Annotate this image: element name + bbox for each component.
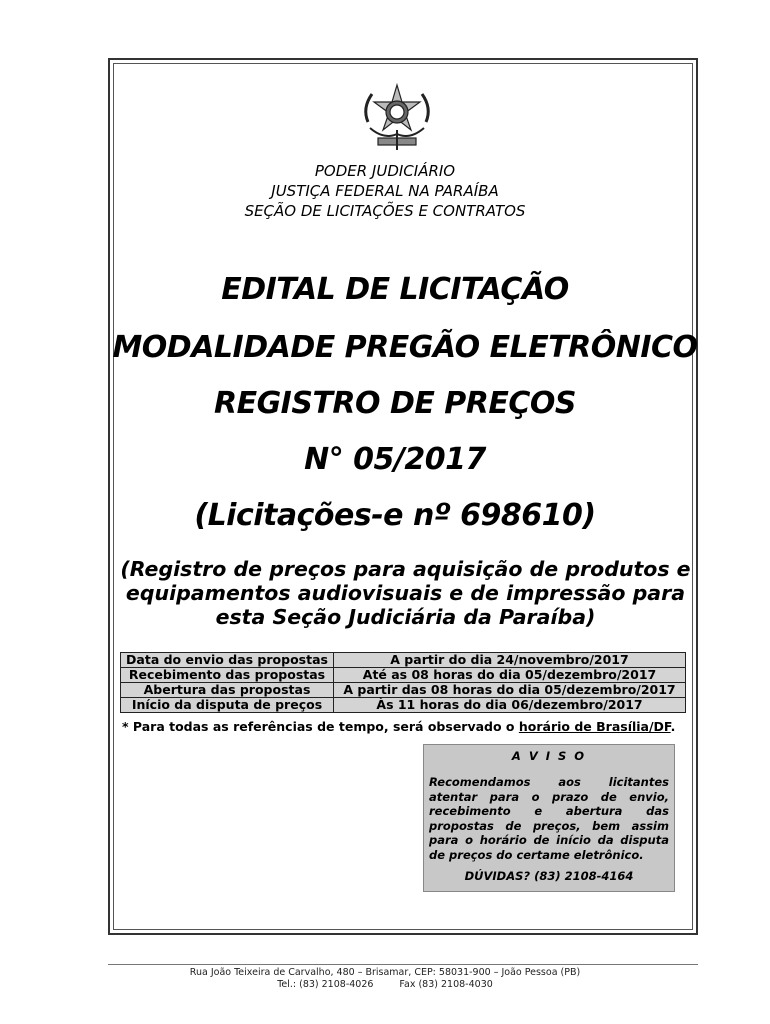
schedule-label: Recebimento das propostas <box>121 668 334 683</box>
schedule-value: Às 11 horas do dia 06/dezembro/2017 <box>334 698 686 713</box>
title-edital: EDITAL DE LICITAÇÃO <box>221 272 569 307</box>
footer-fax: Fax (83) 2108-4030 <box>399 979 493 990</box>
table-row <box>121 683 686 698</box>
note-prefix: * Para todas as referências de tempo, será observado o <box>122 719 519 734</box>
footer-tel: Tel.: (83) 2108-4026 <box>277 979 374 990</box>
schedule-table <box>120 652 686 713</box>
notice-contact: DÚVIDAS? (83) 2108-4164 <box>464 869 634 883</box>
coat-of-arms-icon <box>358 82 436 152</box>
footer-divider <box>108 964 698 965</box>
table-row <box>121 668 686 683</box>
time-reference-note <box>122 719 675 734</box>
schedule-value: A partir do dia 24/novembro/2017 <box>334 653 686 668</box>
schedule-label: Abertura das propostas <box>121 683 334 698</box>
title-modalidade: MODALIDADE PREGÃO ELETRÔNICO <box>112 330 698 365</box>
table-row <box>121 653 686 668</box>
subtitle-line-1: (Registro de preços para aquisição de produtos e <box>120 557 691 581</box>
header-line-1: PODER JUDICIÁRIO <box>314 162 456 180</box>
title-licitacoes: (Licitações-e nº 698610) <box>194 498 596 533</box>
table-row <box>121 698 686 713</box>
schedule-value: Até as 08 horas do dia 05/dezembro/2017 <box>334 668 686 683</box>
title-numero: N° 05/2017 <box>304 442 486 477</box>
note-suffix: . <box>670 719 676 734</box>
header-line-2: JUSTIÇA FEDERAL NA PARAÍBA <box>271 182 499 200</box>
schedule-label: Início da disputa de preços <box>121 698 334 713</box>
notice-box <box>423 744 675 892</box>
title-registro: REGISTRO DE PREÇOS <box>213 386 577 421</box>
notice-title: A V I S O <box>511 749 587 763</box>
footer-phones <box>0 979 770 991</box>
notice-body: Recomendamos aos licitantes atentar para o prazo de envio, recebimento e abertura das propostas de preços, bem assim para o horário de início da disputa de preços do certame eletrônico. <box>429 775 669 862</box>
schedule-value: A partir das 08 horas do dia 05/dezembro/2017 <box>334 683 686 698</box>
subtitle-line-2: equipamentos audiovisuais e de impressão para <box>125 581 686 605</box>
header-line-3: SEÇÃO DE LICITAÇÕES E CONTRATOS <box>244 202 526 220</box>
footer-address: Rua João Teixeira de Carvalho, 480 – Brisamar, CEP: 58031-900 – João Pessoa (PB) <box>189 967 581 978</box>
note-brasilia-time: horário de Brasília/DF <box>518 719 671 734</box>
subtitle-line-3: esta Seção Judiciária da Paraíba) <box>215 605 596 629</box>
schedule-label: Data do envio das propostas <box>121 653 334 668</box>
